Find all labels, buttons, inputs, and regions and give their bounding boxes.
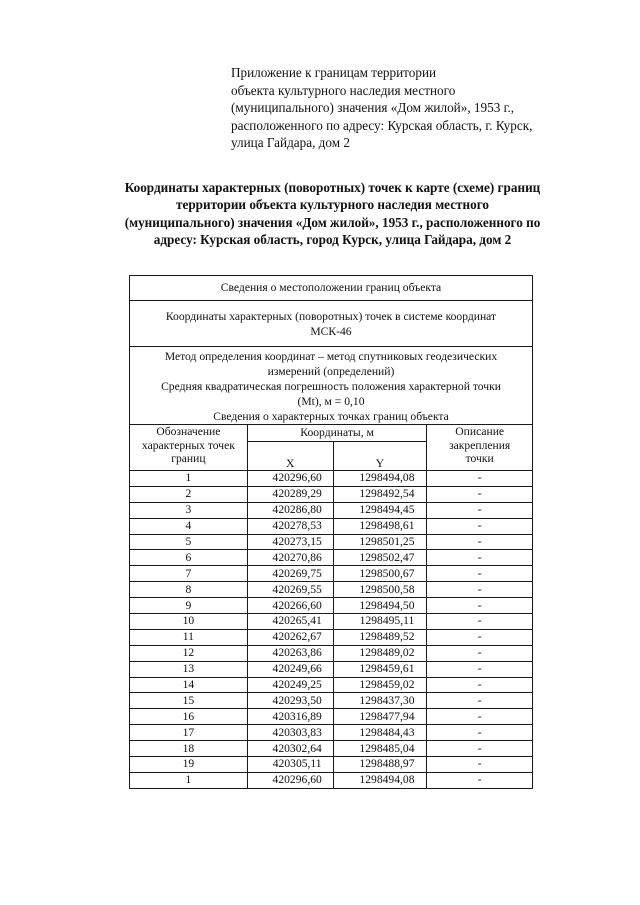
cell-x: 420249,66	[247, 661, 333, 677]
header-description	[427, 425, 533, 471]
cell-description: -	[427, 566, 533, 582]
cell-x: 420305,11	[247, 757, 333, 773]
document-title	[60, 179, 605, 249]
appendix-line: Приложение к границам территории	[231, 65, 437, 80]
table-row	[130, 582, 533, 598]
cell-description: -	[427, 518, 533, 534]
cell-x: 420265,41	[247, 614, 333, 630]
table-row	[130, 772, 533, 788]
method-line: Сведения о характерных точках границ объекта	[213, 410, 449, 423]
header-y: Y	[333, 442, 427, 471]
section-coordinate-system	[130, 301, 533, 347]
header-designation	[130, 425, 248, 471]
coordinate-system-line: Координаты характерных (поворотных) точек в системе координат	[165, 309, 497, 323]
cell-description: -	[427, 550, 533, 566]
table-row	[130, 534, 533, 550]
appendix-line: улица Гайдара, дом 2	[231, 135, 350, 151]
method-line: (Mt), м = 0,10	[297, 395, 365, 408]
cell-point-number: 10	[130, 614, 248, 630]
cell-point-number: 17	[130, 725, 248, 741]
cell-point-number: 2	[130, 486, 248, 502]
header-description-line: точки	[465, 452, 494, 465]
table-row	[130, 471, 533, 487]
method-line: измерений (определений)	[267, 365, 395, 378]
cell-point-number: 8	[130, 582, 248, 598]
cell-x: 420263,86	[247, 645, 333, 661]
cell-point-number: 11	[130, 629, 248, 645]
cell-y: 1298459,02	[333, 677, 427, 693]
cell-y: 1298477,94	[333, 709, 427, 725]
cell-x: 420293,50	[247, 693, 333, 709]
header-description-line: Описание	[455, 425, 505, 438]
title-line: адресу: Курская область, город Курск, улица Гайдара, дом 2	[153, 232, 512, 248]
cell-description: -	[427, 645, 533, 661]
coordinates-table	[129, 275, 533, 789]
cell-description: -	[427, 677, 533, 693]
cell-x: 420278,53	[247, 518, 333, 534]
cell-x: 420249,25	[247, 677, 333, 693]
cell-point-number: 18	[130, 741, 248, 757]
cell-description: -	[427, 629, 533, 645]
cell-x: 420286,80	[247, 502, 333, 518]
cell-point-number: 12	[130, 645, 248, 661]
coordinate-system-line: МСК-46	[310, 324, 352, 338]
cell-y: 1298484,43	[333, 725, 427, 741]
cell-description: -	[427, 534, 533, 550]
title-line: Координаты характерных (поворотных) точек к карте (схеме) границ	[124, 180, 541, 195]
cell-point-number: 19	[130, 757, 248, 773]
header-description-line: закрепления	[449, 438, 511, 452]
table-row	[130, 645, 533, 661]
cell-description: -	[427, 614, 533, 630]
cell-y: 1298492,54	[333, 486, 427, 502]
table-row	[130, 661, 533, 677]
cell-y: 1298494,08	[333, 772, 427, 788]
cell-description: -	[427, 757, 533, 773]
cell-point-number: 4	[130, 518, 248, 534]
cell-point-number: 16	[130, 709, 248, 725]
cell-y: 1298500,67	[333, 566, 427, 582]
section-location-heading: Сведения о местоположении границ объекта	[130, 276, 533, 301]
cell-y: 1298488,97	[333, 757, 427, 773]
method-line: Средняя квадратическая погрешность положения характерной точки	[161, 380, 501, 393]
cell-y: 1298495,11	[333, 614, 427, 630]
appendix-line: (муниципального) значения «Дом жилой», 1953 г.,	[231, 100, 515, 116]
cell-x: 420269,75	[247, 566, 333, 582]
cell-point-number: 1	[130, 471, 248, 487]
cell-description: -	[427, 598, 533, 614]
title-line: (муниципального) значения «Дом жилой», 1953 г., расположенного по	[124, 214, 541, 230]
cell-y: 1298437,30	[333, 693, 427, 709]
cell-point-number: 14	[130, 677, 248, 693]
cell-x: 420266,60	[247, 598, 333, 614]
cell-y: 1298494,45	[333, 502, 427, 518]
table-row	[130, 566, 533, 582]
cell-y: 1298489,02	[333, 645, 427, 661]
cell-point-number: 15	[130, 693, 248, 709]
header-designation-line: характерных точек	[141, 438, 235, 452]
cell-x: 420262,67	[247, 629, 333, 645]
table-row	[130, 518, 533, 534]
cell-point-number: 5	[130, 534, 248, 550]
cell-y: 1298494,50	[333, 598, 427, 614]
cell-y: 1298500,58	[333, 582, 427, 598]
cell-x: 420303,83	[247, 725, 333, 741]
cell-point-number: 9	[130, 598, 248, 614]
header-coordinates: Координаты, м	[247, 425, 427, 442]
cell-x: 420269,55	[247, 582, 333, 598]
appendix-line: объекта культурного наследия местного	[231, 82, 456, 98]
table-row	[130, 709, 533, 725]
cell-x: 420289,29	[247, 486, 333, 502]
cell-description: -	[427, 471, 533, 487]
table-row	[130, 741, 533, 757]
table-row	[130, 725, 533, 741]
cell-description: -	[427, 582, 533, 598]
cell-description: -	[427, 741, 533, 757]
cell-description: -	[427, 661, 533, 677]
section-method	[130, 347, 533, 425]
table-row	[130, 598, 533, 614]
cell-description: -	[427, 772, 533, 788]
table-row	[130, 502, 533, 518]
cell-description: -	[427, 693, 533, 709]
cell-y: 1298498,61	[333, 518, 427, 534]
method-line: Метод определения координат – метод спутниковых геодезических	[164, 350, 498, 363]
cell-x: 420316,89	[247, 709, 333, 725]
cell-x: 420302,64	[247, 741, 333, 757]
cell-y: 1298459,61	[333, 661, 427, 677]
table-row	[130, 614, 533, 630]
cell-point-number: 6	[130, 550, 248, 566]
cell-description: -	[427, 725, 533, 741]
cell-y: 1298489,52	[333, 629, 427, 645]
table-row	[130, 693, 533, 709]
cell-x: 420296,60	[247, 772, 333, 788]
table-row	[130, 550, 533, 566]
cell-y: 1298502,47	[333, 550, 427, 566]
table-row	[130, 677, 533, 693]
cell-point-number: 13	[130, 661, 248, 677]
cell-point-number: 3	[130, 502, 248, 518]
table-row	[130, 757, 533, 773]
cell-point-number: 7	[130, 566, 248, 582]
table-row	[130, 486, 533, 502]
cell-point-number: 1	[130, 772, 248, 788]
cell-y: 1298501,25	[333, 534, 427, 550]
cell-x: 420296,60	[247, 471, 333, 487]
table-row	[130, 629, 533, 645]
cell-x: 420270,86	[247, 550, 333, 566]
cell-description: -	[427, 502, 533, 518]
appendix-line: расположенного по адресу: Курская область, г. Курск,	[231, 117, 533, 133]
cell-y: 1298494,08	[333, 471, 427, 487]
appendix-note	[231, 64, 611, 152]
title-line: территории объекта культурного наследия местного	[176, 197, 489, 213]
cell-x: 420273,15	[247, 534, 333, 550]
header-designation-line: Обозначение	[156, 425, 221, 438]
cell-y: 1298485,04	[333, 741, 427, 757]
header-x: X	[247, 442, 333, 471]
cell-description: -	[427, 486, 533, 502]
cell-description: -	[427, 709, 533, 725]
header-designation-line: границ	[171, 452, 206, 465]
